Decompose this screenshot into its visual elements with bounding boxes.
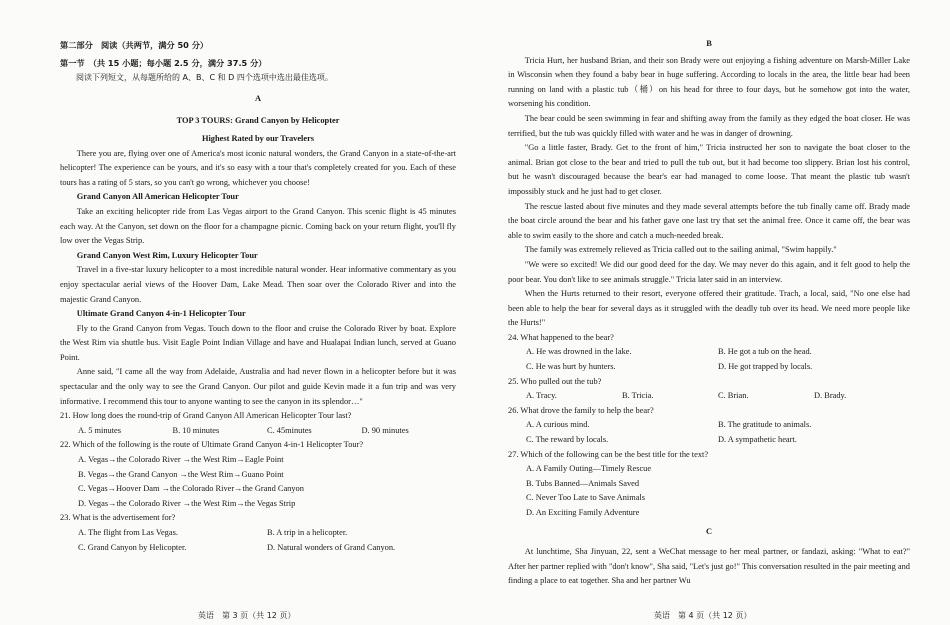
tour3-text: Fly to the Grand Canyon from Vegas. Touch down to the floor and cruise the Colorado River by boat. Explore the West Rim via shuttle bus. Visit Eagle Point Indian Village and have and Hualapai Indian lunch, served at Guano Point. — [60, 323, 456, 362]
option: D. 90 minutes — [361, 425, 409, 435]
option: D. He got trapped by locals. — [718, 362, 813, 372]
passage-b-paragraph: The bear could be seen swimming in fear and shifting away from the family as they edged the boat closer. He was terrified, but the tub was quickly filled with water and he was in danger of drowning. — [508, 113, 910, 138]
question-24-options — [508, 345, 910, 374]
question-26: 26. What drove the family to help the bear? — [508, 405, 654, 415]
section-header: 第一节 （共 15 小题；每小题 2.5 分，满分 37.5 分） — [60, 57, 267, 68]
right-page-footer: 英语 第 4 页（共 12 页） — [654, 611, 752, 620]
question-22-options — [60, 453, 456, 511]
option: D. Brady. — [814, 391, 847, 401]
option: D. An Exciting Family Adventure — [526, 508, 640, 517]
tour2-title: Grand Canyon West Rim, Luxury Helicopter Tour — [76, 250, 258, 260]
tour1-title: Grand Canyon All American Helicopter Tour — [76, 192, 239, 202]
tour3-title: Ultimate Grand Canyon 4-in-1 Helicopter Tour — [76, 309, 246, 319]
passage-b-paragraph: Tricia Hurt, her husband Brian, and their son Brady were out enjoying a fishing adventure on Marsh-Miller Lake in Wisconsin when they found a baby bear in huge suffering. According to locals in the area, the little bear had been running on land with a plastic tub（桶）on his head for three to four days, but he somehow got into the water, worsening his condition. — [508, 55, 910, 109]
option: C. 45minutes — [267, 425, 312, 435]
question-21-options — [60, 424, 456, 439]
option: A. A Family Outing—Timely Rescue — [526, 464, 652, 474]
question-25-options — [508, 389, 910, 404]
question-23: 23. What is the advertisement for? — [60, 513, 176, 523]
right-page — [508, 38, 910, 589]
tour2-text: Travel in a five-star luxury helicopter to a most incredible natural wonder. Hear informative commentary as you enjoy spectacular aerial views of the Hoover Dam, Lake Mead. Then soar over the Colorado River and into the majestic Grand Canyon. — [60, 265, 456, 304]
option: C. He was hurt by hunters. — [526, 362, 616, 372]
part-header: 第二部分 阅读（共两节，满分 50 分） — [60, 40, 209, 50]
passage-c-paragraph: At lunchtime, Sha Jinyuan, 22, sent a WeChat message to her meal partner, or fandazi, asking: "What to eat?" After her partner replied with "don't know", Sha said, "Let's just go!" This conversation resulted in the pair meeting and finding a place to eat together. Sha and her partner Wu — [508, 547, 910, 586]
passage-b-paragraph: "We were so excited! We did our good deed for the day. We may never do this again, and it felt good to help the poor bear. You don't like to see animals struggle." Tricia later said in an interview. — [508, 259, 910, 284]
option: A. Tracy. — [526, 391, 557, 401]
question-24: 24. What happened to the bear? — [508, 332, 614, 342]
instruction: 阅读下列短文，从每题所给的 A、B、C 和 D 四个选项中选出最佳选项。 — [76, 73, 333, 83]
tour1-text: Take an exciting helicopter ride from Las Vegas airport to the Grand Canyon. This scenic flight is 45 minutes each way. At the Canyon, set down on the floor for a champagne picnic. Coming back on your return flight, you'll fly low over the Vegas Strip. — [60, 206, 456, 246]
ad-title: TOP 3 TOURS: Grand Canyon by Helicopter — [176, 116, 340, 126]
option: B. He got a tub on the head. — [718, 347, 812, 357]
option: A. Vegas→the Colorado River →the West Rim→Eagle Point — [78, 455, 284, 465]
question-21: 21. How long does the round-trip of Grand Canyon All American Helicopter Tour last? — [60, 411, 352, 421]
option: B. Tubs Banned—Animals Saved — [526, 478, 640, 488]
option: A. 5 minutes — [78, 425, 122, 435]
question-27: 27. Which of the following can be the best title for the text? — [508, 449, 709, 459]
option: B. The gratitude to animals. — [718, 420, 812, 430]
passage-letter-c: C — [705, 526, 713, 536]
question-23-options — [60, 526, 456, 555]
option: B. A trip in a helicopter. — [267, 528, 348, 537]
passage-b-paragraph: The family was extremely relieved as Tricia called out to the sailing animal, "Swim happily." — [524, 245, 837, 255]
review-quote: Anne said, "I came all the way from Adelaide, Australia and had never flown in a helicopter before but it was spectacular and the only way to see the Grand Canyon. Our pilot and guide Kevin made it a fun trip and was very informative. I recommend this tour to anyone wanting to see the canyon in its splendor…" — [60, 367, 456, 406]
option: D. Vegas→the Colorado River →the West Rim→the Vegas Strip — [78, 498, 296, 508]
option: C. The reward by locals. — [526, 435, 609, 445]
option: C. Never Too Late to Save Animals — [526, 493, 646, 503]
left-page — [60, 38, 456, 555]
option: B. Vegas→the Grand Canyon →the West Rim→Guano Point — [78, 469, 284, 479]
question-27-options — [508, 462, 910, 520]
option: A. The flight from Las Vegas. — [78, 528, 178, 537]
option: C. Grand Canyon by Helicopter. — [78, 542, 187, 552]
option: D. A sympathetic heart. — [718, 435, 797, 445]
left-page-footer: 英语 第 3 页（共 12 页） — [198, 611, 296, 620]
passage-b-paragraph: The rescue lasted about five minutes and they made several attempts before the tub finally came off. Brady made the boat circle around the bear and his father gave one last try that set the animal free. Once it came off, the bear was able to swim easily to the shore and catch a much-needed break. — [508, 201, 910, 240]
passage-letter-a: A — [254, 93, 262, 103]
option: D. Natural wonders of Grand Canyon. — [267, 542, 396, 552]
question-25: 25. Who pulled out the tub? — [508, 376, 602, 386]
intro-paragraph: There you are, flying over one of America's most iconic natural wonders, the Grand Canyon in a state-of-the-art helicopter! The experience can be yours, and it's so easy with a tour that's completely created for you. Each of these tours has a rating of 5 stars, so you can't go wrong, whichever you choose! — [60, 148, 456, 187]
question-22: 22. Which of the following is the route of Ultimate Grand Canyon 4-in-1 Helicopter Tour? — [60, 440, 364, 450]
option: B. 10 minutes — [172, 425, 220, 435]
passage-b-paragraph: When the Hurts returned to their resort, everyone offered their gratitude. Trach, a local, said, "No one else had been able to help the bear for several days as it struggled with the deadly tub over its head. We need more people like the Hurts!" — [508, 289, 910, 328]
option: C. Vegas→Hoover Dam →the Colorado River→the Grand Canyon — [78, 484, 304, 494]
option: A. A curious mind. — [526, 420, 590, 430]
passage-b-paragraph: "Go a little faster, Brady. Get to the front of him," Tricia instructed her son to navigate the boat closer to the animal. Brian got close to the bear and tried to pull the tub out, but it had become too slippery. Brian lost his control, but he wasn't discouraged because the bear's ear had managed to come loose. That meant the plastic tub wasn't impossibly stuck and he just had to get closer. — [508, 143, 910, 196]
option: C. Brian. — [718, 391, 749, 401]
option: A. He was drowned in the lake. — [526, 347, 632, 357]
option: B. Tricia. — [622, 391, 654, 401]
ad-subtitle: Highest Rated by our Travelers — [201, 133, 315, 143]
question-26-options — [508, 418, 910, 447]
passage-letter-b: B — [706, 39, 712, 48]
